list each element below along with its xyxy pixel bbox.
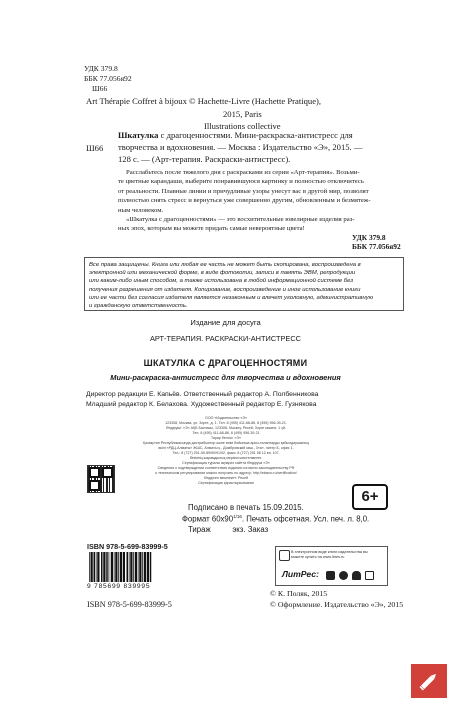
- entry-mark: Ш66: [86, 143, 104, 153]
- publisher-line: Өнімнің жарамдылық мерзімі шектелмеген.: [189, 456, 263, 460]
- barcode-bar: [123, 552, 125, 582]
- store-line: можете купить на www.litres.ru: [291, 555, 345, 559]
- barcode-bar: [129, 552, 130, 582]
- qr-finder: [89, 480, 100, 491]
- entry-line: 128 с. — (Арт-терапия. Раскраски-антистресс).: [118, 154, 291, 164]
- barcode-bar: [130, 552, 132, 582]
- publisher-line: Өндіруші: «Э» АҚБ Баспасы, 123308, Мәскеу, Ресей, Зорге көшесі, 1 үй.: [165, 426, 287, 430]
- qr-finder: [102, 467, 113, 478]
- rights-line: Все права защищены. Книга или любая ее часть не может быть скопирована, воспроизведена в: [89, 262, 361, 268]
- device-icon: [365, 571, 374, 580]
- udk-code-bottom: УДК 379.8: [352, 233, 386, 242]
- publisher-line: 123308, Москва, ул. Зорге, д. 1. Тел. 8 (495) 411-68-86, 8 (495) 956-39-21.: [165, 421, 287, 425]
- publisher-line: Тел. 8 (495) 411-68-86, 8 (495) 956-39-21: [192, 431, 260, 435]
- barcode-bar: [97, 552, 99, 582]
- edition-kind: Издание для досуга: [190, 318, 261, 327]
- annotation-line: «Шкатулка с драгоценностями» — это восхитительные ювелирные изделия раз-: [126, 216, 355, 224]
- barcode: [87, 552, 179, 582]
- windows-icon: [326, 571, 335, 580]
- isbn-top: ISBN 978-5-699-83999-5: [87, 542, 168, 551]
- rights-line: или ее части без согласия издателя является незаконным и влечет уголовную, административную: [89, 294, 374, 301]
- publisher-line: о техническом регулировании можно получить по адресу: http://eksmo.ru/certification/: [155, 471, 297, 475]
- copyright-design: © Оформление. Издательство «Э», 2015: [270, 600, 404, 609]
- staff-line: Директор редакции Е. Капьёв. Ответственный редактор А. Полбенникова: [86, 391, 319, 398]
- annotation-line: Расслабьтесь после тяжелого дня с раскрасками из серии «Арт-терапия». Возьми-: [126, 169, 360, 176]
- publisher-line: Сведения о подтверждении соответствия издания согласно законодательству РФ: [157, 466, 295, 470]
- qr-code: [87, 465, 115, 493]
- catalog-entry: [118, 129, 418, 165]
- barcode-bar: [144, 552, 146, 582]
- rights-line: получения разрешения от издателя. Копирование, воспроизведение и иное использование книги: [89, 286, 361, 293]
- barcode-bar: [150, 552, 152, 582]
- annotation-line: от реальности. Плавные линии и причудливые узоры унесут вас в другой мир, позволят: [118, 187, 369, 195]
- book-title: ШКАТУЛКА С ДРАГОЦЕННОСТЯМИ: [143, 358, 308, 368]
- barcode-bar: [120, 552, 122, 582]
- annotation-line: ных эпох, которым вы можете придать самые невероятные цвета!: [118, 225, 305, 233]
- annotation-line: полностью снять стресс и вернуться уже совершенно другим, обновленным и безмятеж-: [118, 197, 371, 205]
- publisher-line: Тауар белгісі: «Э»: [210, 436, 242, 440]
- litres-logo: ЛитРес:: [282, 569, 319, 579]
- ebook-store-box: [275, 546, 388, 586]
- format-main: Формат 60x90: [182, 514, 234, 524]
- original-title-line: Art Thérapie Coffret à bijoux © Hachette-Livre (Hachette Pratique),: [86, 96, 322, 106]
- barcode-bar: [103, 552, 105, 582]
- publisher-line: Тел.: 8 (727) 251-59-89/90/91/92, факс: 8 (727) 251 58 12 вн. 107.: [172, 451, 280, 455]
- store-line: В электронном виде книги издательства вы: [291, 550, 368, 554]
- entry-title: Шкатулка: [118, 130, 159, 140]
- barcode-bar: [142, 552, 143, 582]
- barcode-bar: [114, 552, 115, 582]
- publisher-line: ООО «Издательство «Э»: [205, 416, 247, 420]
- rights-line: или каким-либо иным способом, а также использована в любой информационной системе без: [89, 278, 354, 285]
- copyright-author: © К. Поляк, 2015: [270, 589, 328, 598]
- barcode-bar: [106, 552, 108, 582]
- staff-line: Младший редактор К. Белахова. Художественный редактор Е. Гузнякова: [86, 401, 317, 408]
- pencil-icon: [411, 664, 447, 698]
- original-title-line: Illustrations collective: [204, 121, 281, 131]
- qr-finder: [89, 467, 100, 478]
- annotation-line: те цветные карандаши, выберите понравившуюся картинку и полностью отключитесь: [118, 178, 364, 186]
- barcode-bar: [91, 552, 93, 582]
- barcode-bar: [89, 552, 90, 582]
- ebook-icon: [279, 550, 290, 561]
- series-name: АРТ-ТЕРАПИЯ. РАСКРАСКИ-АНТИСТРЕСС: [150, 334, 301, 343]
- barcode-bar: [135, 552, 137, 582]
- publisher-line: Сертификация қарастырылмаған: [198, 481, 254, 485]
- original-title-line: 2015, Paris: [223, 108, 262, 119]
- annotation-line: ным человеком.: [118, 206, 164, 214]
- publisher-info: [96, 416, 356, 486]
- barcode-bars: [87, 552, 179, 582]
- bbk-code: ББК 77.056я92: [84, 74, 132, 83]
- rights-notice: [84, 257, 404, 311]
- entry-line: [118, 129, 418, 141]
- format-rest: . Печать офсетная. Усл. печ. л. 8,0.: [241, 514, 370, 524]
- barcode-bar: [109, 552, 110, 582]
- barcode-bar: [138, 552, 139, 582]
- publisher-line: өкілі «РДЦ-Алматы» ЖШС, Алматы қ., Домбровский көш., 3«а», литер Б, офис 1.: [158, 446, 294, 450]
- publisher-line: Қазақстан Республикасында дистрибьютор және өнім бойынша арыз-талаптарды қабылдаушының: [143, 441, 309, 445]
- entry-line: творчества и вдохновения. — Москва : Издательство «Э», 2015. —: [118, 142, 363, 152]
- barcode-bar: [96, 552, 97, 582]
- apple-icon: [339, 571, 348, 580]
- udk-code: УДК 379.8: [84, 64, 118, 73]
- ebook-store-text: [291, 550, 368, 560]
- publisher-line: Сертификация туралы ақпарат сайтта Өндіруші «Э»: [182, 461, 270, 465]
- barcode-bar: [139, 552, 141, 582]
- barcode-bar: [101, 552, 103, 582]
- barcode-bar: [111, 552, 113, 582]
- author-mark: Ш66: [92, 84, 108, 93]
- original-title: [86, 95, 386, 133]
- print-run: Тираж экз. Заказ: [188, 525, 269, 534]
- rights-line: электронной или механической форме, в виде фотокопии, записи в память ЭВМ, репродукции: [89, 270, 356, 277]
- entry-title-rest: с драгоценностями. Мини-раскраска-антистресс для: [158, 130, 353, 140]
- print-format: [182, 514, 369, 524]
- annotation: [118, 168, 418, 234]
- book-subtitle: Мини-раскраска-антистресс для творчества и вдохновения: [110, 373, 341, 382]
- signed-date: Подписано в печать 15.09.2015.: [188, 503, 304, 512]
- page-turn-corner[interactable]: [411, 664, 447, 698]
- publisher-line: Өндірген мемлекет: Ресей: [203, 476, 249, 480]
- isbn-bottom: ISBN 978-5-699-83999-5: [87, 600, 172, 609]
- format-fraction: 1/16: [233, 514, 242, 519]
- barcode-bar: [133, 552, 134, 582]
- android-icon: [352, 571, 361, 580]
- barcode-bar: [115, 552, 117, 582]
- barcode-bar: [147, 552, 149, 582]
- age-rating-badge: 6+: [352, 484, 388, 510]
- barcode-digits: 9 785699 839995: [87, 583, 151, 590]
- barcode-bar: [127, 552, 129, 582]
- barcode-bar: [118, 552, 119, 582]
- bbk-code-bottom: ББК 77.056я92: [352, 242, 401, 251]
- rights-line: и гражданскую ответственность.: [89, 303, 188, 310]
- barcode-bar: [94, 552, 96, 582]
